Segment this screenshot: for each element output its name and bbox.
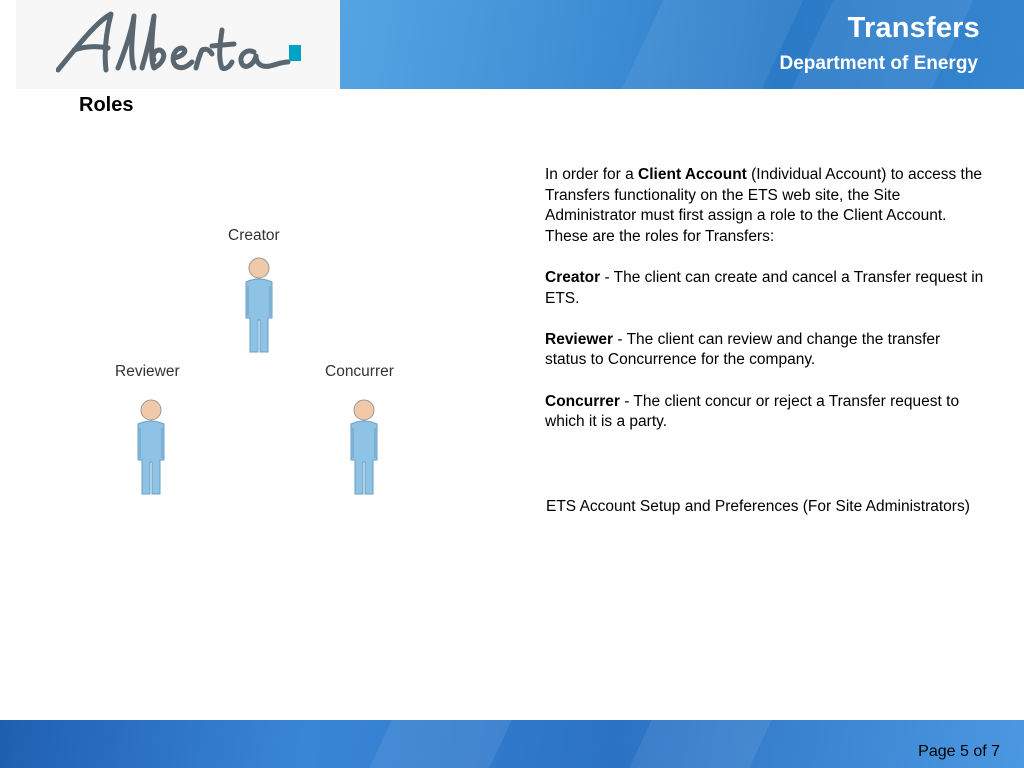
role-text: - The client concur or reject a Transfer request to which it is a party.: [545, 392, 960, 431]
concurrer-person-icon: [343, 398, 385, 498]
banner-title: Transfers: [847, 12, 980, 44]
role-name: Concurrer: [545, 392, 620, 410]
role-text: - The client can review and change the transfer status to Concurrence for the company.: [545, 330, 941, 369]
page-number: Page 5 of 7: [918, 743, 1000, 760]
role-text: - The client can create and cancel a Transfer request in ETS.: [545, 268, 984, 307]
role-description-creator: [545, 268, 985, 309]
intro-paragraph: [545, 165, 985, 247]
role-description-concurrer: [545, 392, 985, 433]
role-description-reviewer: [545, 330, 985, 371]
logo-background: [16, 0, 340, 89]
page-title: Roles: [79, 94, 134, 116]
intro-suffix: (Individual Account) to access the Transfers functionality on the ETS web site, the Site Administrator must first assign a role to the Client Account. These are the roles for Transfers:: [545, 166, 983, 245]
reviewer-person-icon: [130, 398, 172, 498]
intro-bold-term: Client Account: [638, 166, 747, 183]
role-label-creator: Creator: [228, 227, 280, 244]
footer-decoration: [619, 720, 781, 768]
banner-decoration: [607, 0, 812, 89]
title-banner: [340, 0, 1024, 89]
role-label-reviewer: Reviewer: [115, 363, 180, 380]
creator-person-icon: [238, 256, 280, 356]
role-name: Creator: [545, 268, 601, 286]
slide-header: [0, 0, 1024, 89]
banner-subtitle: Department of Energy: [779, 53, 978, 74]
role-label-concurrer: Concurrer: [325, 363, 394, 380]
account-setup-link[interactable]: ETS Account Setup and Preferences (For Site Administrators): [546, 498, 970, 515]
footer-decoration: [359, 720, 521, 768]
roles-description: [545, 165, 985, 453]
roles-diagram: [100, 220, 420, 510]
alberta-logo: [56, 8, 301, 80]
role-name: Reviewer: [545, 330, 614, 348]
slide-footer: [0, 720, 1024, 768]
intro-prefix: In order for a: [545, 166, 639, 183]
logo-area: [0, 0, 340, 89]
